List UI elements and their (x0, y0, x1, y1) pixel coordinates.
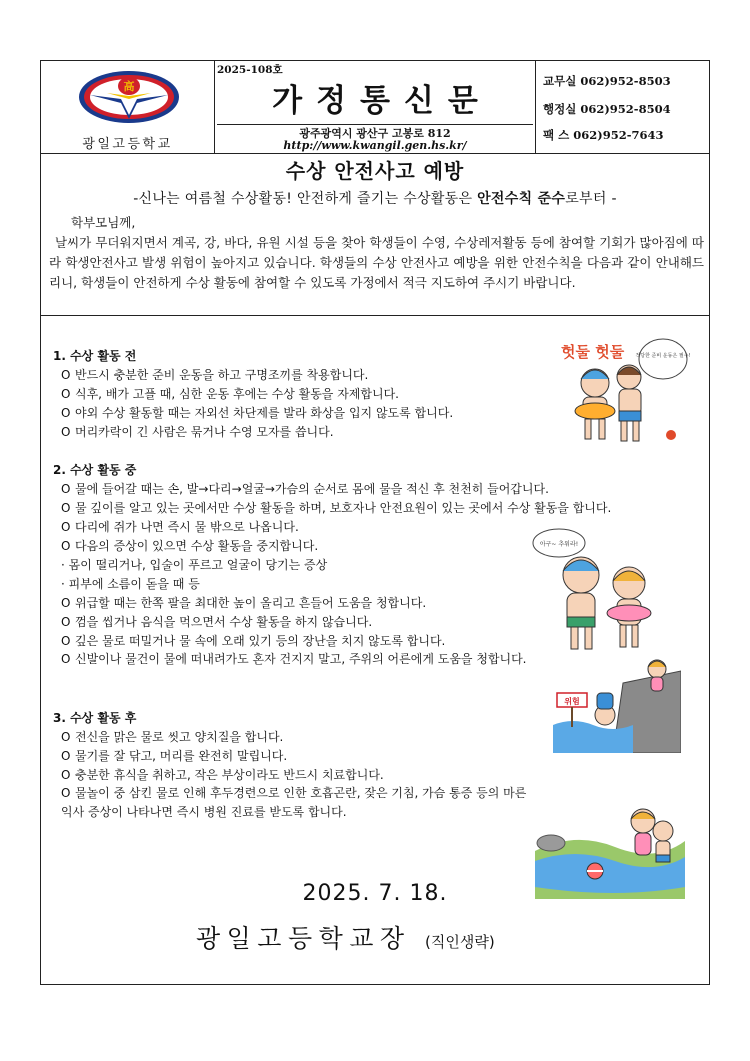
logo-text: 高 (123, 80, 135, 93)
signature-note: (직인생략) (425, 933, 495, 951)
list-item-text: 야외 수상 활동할 때는 자외선 차단제를 발라 화상을 입지 않도록 합니다. (75, 406, 454, 420)
subtitle-emphasis: 안전수칙 준수 (477, 191, 566, 207)
contact-number: 062)952-8503 (580, 74, 671, 88)
sub-item: · 피부에 소름이 돋을 때 등 (61, 577, 200, 591)
warmup-illustration (555, 331, 691, 447)
list-item-text: 충분한 휴식을 취하고, 작은 부상이라도 반드시 치료합니다. (75, 768, 384, 782)
list-item-text: 물 깊이를 알고 있는 곳에서만 수상 활동을 하며, 보호자나 안전요원이 있는 곳에서 수상 활동을 합니다. (75, 501, 612, 515)
principal-signature (196, 919, 495, 955)
sub-item: · 몸이 떨리거나, 입술이 푸르고 얼굴이 당기는 증상 (61, 558, 328, 572)
bullet: O (61, 749, 71, 763)
danger-sign: 위험 (564, 697, 580, 706)
newsletter-title: 가정통신문 (272, 83, 492, 119)
list-item-text: 깊은 물로 떠밀거나 물 속에 오래 있기 등의 장난을 치지 않도록 합니다. (75, 634, 446, 648)
bullet: O (61, 387, 71, 401)
bullet: O (61, 539, 71, 553)
list-item-text: 반드시 충분한 준비 운동을 하고 구명조끼를 착용합니다. (75, 368, 369, 382)
list-item (61, 766, 384, 783)
bullet: O (61, 786, 71, 800)
list-item (61, 480, 549, 497)
contact-label: 행정실 (543, 102, 577, 116)
list-item-text: 물기를 잘 닦고, 머리를 완전히 말립니다. (75, 749, 288, 763)
subtitle-text: -신나는 여름철 수상활동! 안전하게 즐기는 수상활동은 (133, 191, 478, 207)
list-item (61, 728, 283, 745)
issue-number: 2025-108호 (217, 64, 283, 76)
signature-name: 광일고등학교장 (196, 924, 411, 953)
bullet: O (61, 482, 71, 496)
diving-danger-illustration (553, 653, 681, 753)
school-url[interactable]: http://www.kwangil.gen.hs.kr/ (283, 139, 467, 152)
school-address: 광주광역시 광산구 고봉로 812 (299, 127, 451, 140)
section-title: 3. 수상 활동 후 (53, 711, 137, 725)
list-item-text: 위급할 때는 한쪽 팔을 최대한 높이 올리고 흔들어 도움을 청합니다. (75, 596, 427, 610)
contact-label: 팩 스 (543, 128, 570, 142)
list-item-text: 다리에 쥐가 나면 즉시 물 밖으로 나옵니다. (75, 520, 299, 534)
bullet: O (61, 501, 71, 515)
issue-date: 2025. 7. 18. (302, 881, 448, 906)
subtitle (41, 188, 709, 208)
list-item (61, 594, 426, 611)
warmup-bubble: 적당한 준비 운동은 필수! (635, 353, 691, 359)
school-name: 광일고등학교 (82, 137, 173, 152)
list-item (61, 518, 299, 535)
list-item (61, 747, 287, 764)
list-item (61, 366, 368, 383)
list-item-text: 물에 들어갈 때는 손, 발→다리→얼굴→가슴의 순서로 몸에 물을 적신 후 천천히 들어갑니다. (75, 482, 549, 496)
list-item (61, 650, 536, 669)
list-item (61, 784, 536, 822)
list-item (61, 632, 445, 649)
bullet: O (61, 652, 71, 666)
contact-number: 062)952-8504 (580, 102, 671, 116)
bullet: O (61, 368, 71, 382)
list-item (61, 404, 453, 421)
bullet: O (61, 768, 71, 782)
contact-row (543, 73, 671, 89)
bullet: O (61, 615, 71, 629)
header (41, 61, 709, 153)
greeting: 학부모님께, (71, 215, 136, 230)
header-rule (41, 153, 709, 154)
list-item-text: 다음의 증상이 있으면 수상 활동을 중지합니다. (75, 539, 319, 553)
list-item (61, 385, 399, 402)
school-logo-icon (77, 69, 181, 125)
newsletter-frame (40, 60, 710, 985)
list-item-text: 식후, 배가 고플 때, 심한 운동 후에는 수상 활동을 자제합니다. (75, 387, 399, 401)
list-item (61, 613, 372, 630)
bullet: O (61, 730, 71, 744)
list-item-text: 신발이나 물건이 물에 떠내려가도 혼자 건지지 말고, 주위의 어른에게 도움을 청합니다. (75, 652, 527, 666)
contact-row (543, 127, 663, 143)
intro-rule (41, 315, 709, 316)
contact-number: 062)952-7643 (573, 128, 664, 142)
section-title: 2. 수상 활동 중 (53, 463, 137, 477)
list-item-text: 전신을 맑은 물로 씻고 양치질을 합니다. (75, 730, 284, 744)
cold-swimmers-illustration (529, 525, 661, 653)
list-item-text: 머리카락이 긴 사람은 묶거나 수영 모자를 씁니다. (75, 425, 334, 439)
list-item (61, 499, 611, 516)
section-title: 1. 수상 활동 전 (53, 349, 137, 363)
bullet: O (61, 520, 71, 534)
bullet: O (61, 634, 71, 648)
bullet: O (61, 596, 71, 610)
header-divider (214, 61, 215, 153)
bullet: O (61, 425, 71, 439)
contact-row (543, 101, 671, 117)
main-title: 수상 안전사고 예방 (285, 159, 465, 183)
list-item (61, 537, 318, 554)
bullet: O (61, 406, 71, 420)
contact-label: 교무실 (543, 74, 577, 88)
header-divider (535, 61, 536, 153)
cramp-bubble: 아구~ 추워라! (539, 541, 579, 548)
list-item-text: 껌을 씹거나 음식을 먹으면서 수상 활동을 하지 않습니다. (75, 615, 373, 629)
subtitle-text: 로부터 - (565, 191, 617, 207)
warmup-exclaim: 헛둘 헛둘 (561, 343, 625, 361)
list-item (61, 423, 334, 440)
intro-paragraph: 날씨가 무더워지면서 계곡, 강, 바다, 유원 시설 등을 찾아 학생들이 수영, 수상레저활동 등에 참여할 기회가 많아짐에 따라 학생안전사고 발생 위험이 높아지고 있습니다. 학생들의 수상 안전사고 예방을 위한 안전수칙을 다음과 같이 안내해드리니, 학생들이 안전하게 수상 활동에 참여할 수 있도록 가정에서 적극 지도하여 주시기 바랍니다. (49, 235, 704, 290)
list-item-text: 물놀이 중 삼킨 물로 인해 후두경련으로 인한 호흡곤란, 잦은 기침, 가슴 통증 등의 마른 익사 증상이 나타나면 즉시 병원 진료를 받도록 합니다. (61, 786, 527, 819)
